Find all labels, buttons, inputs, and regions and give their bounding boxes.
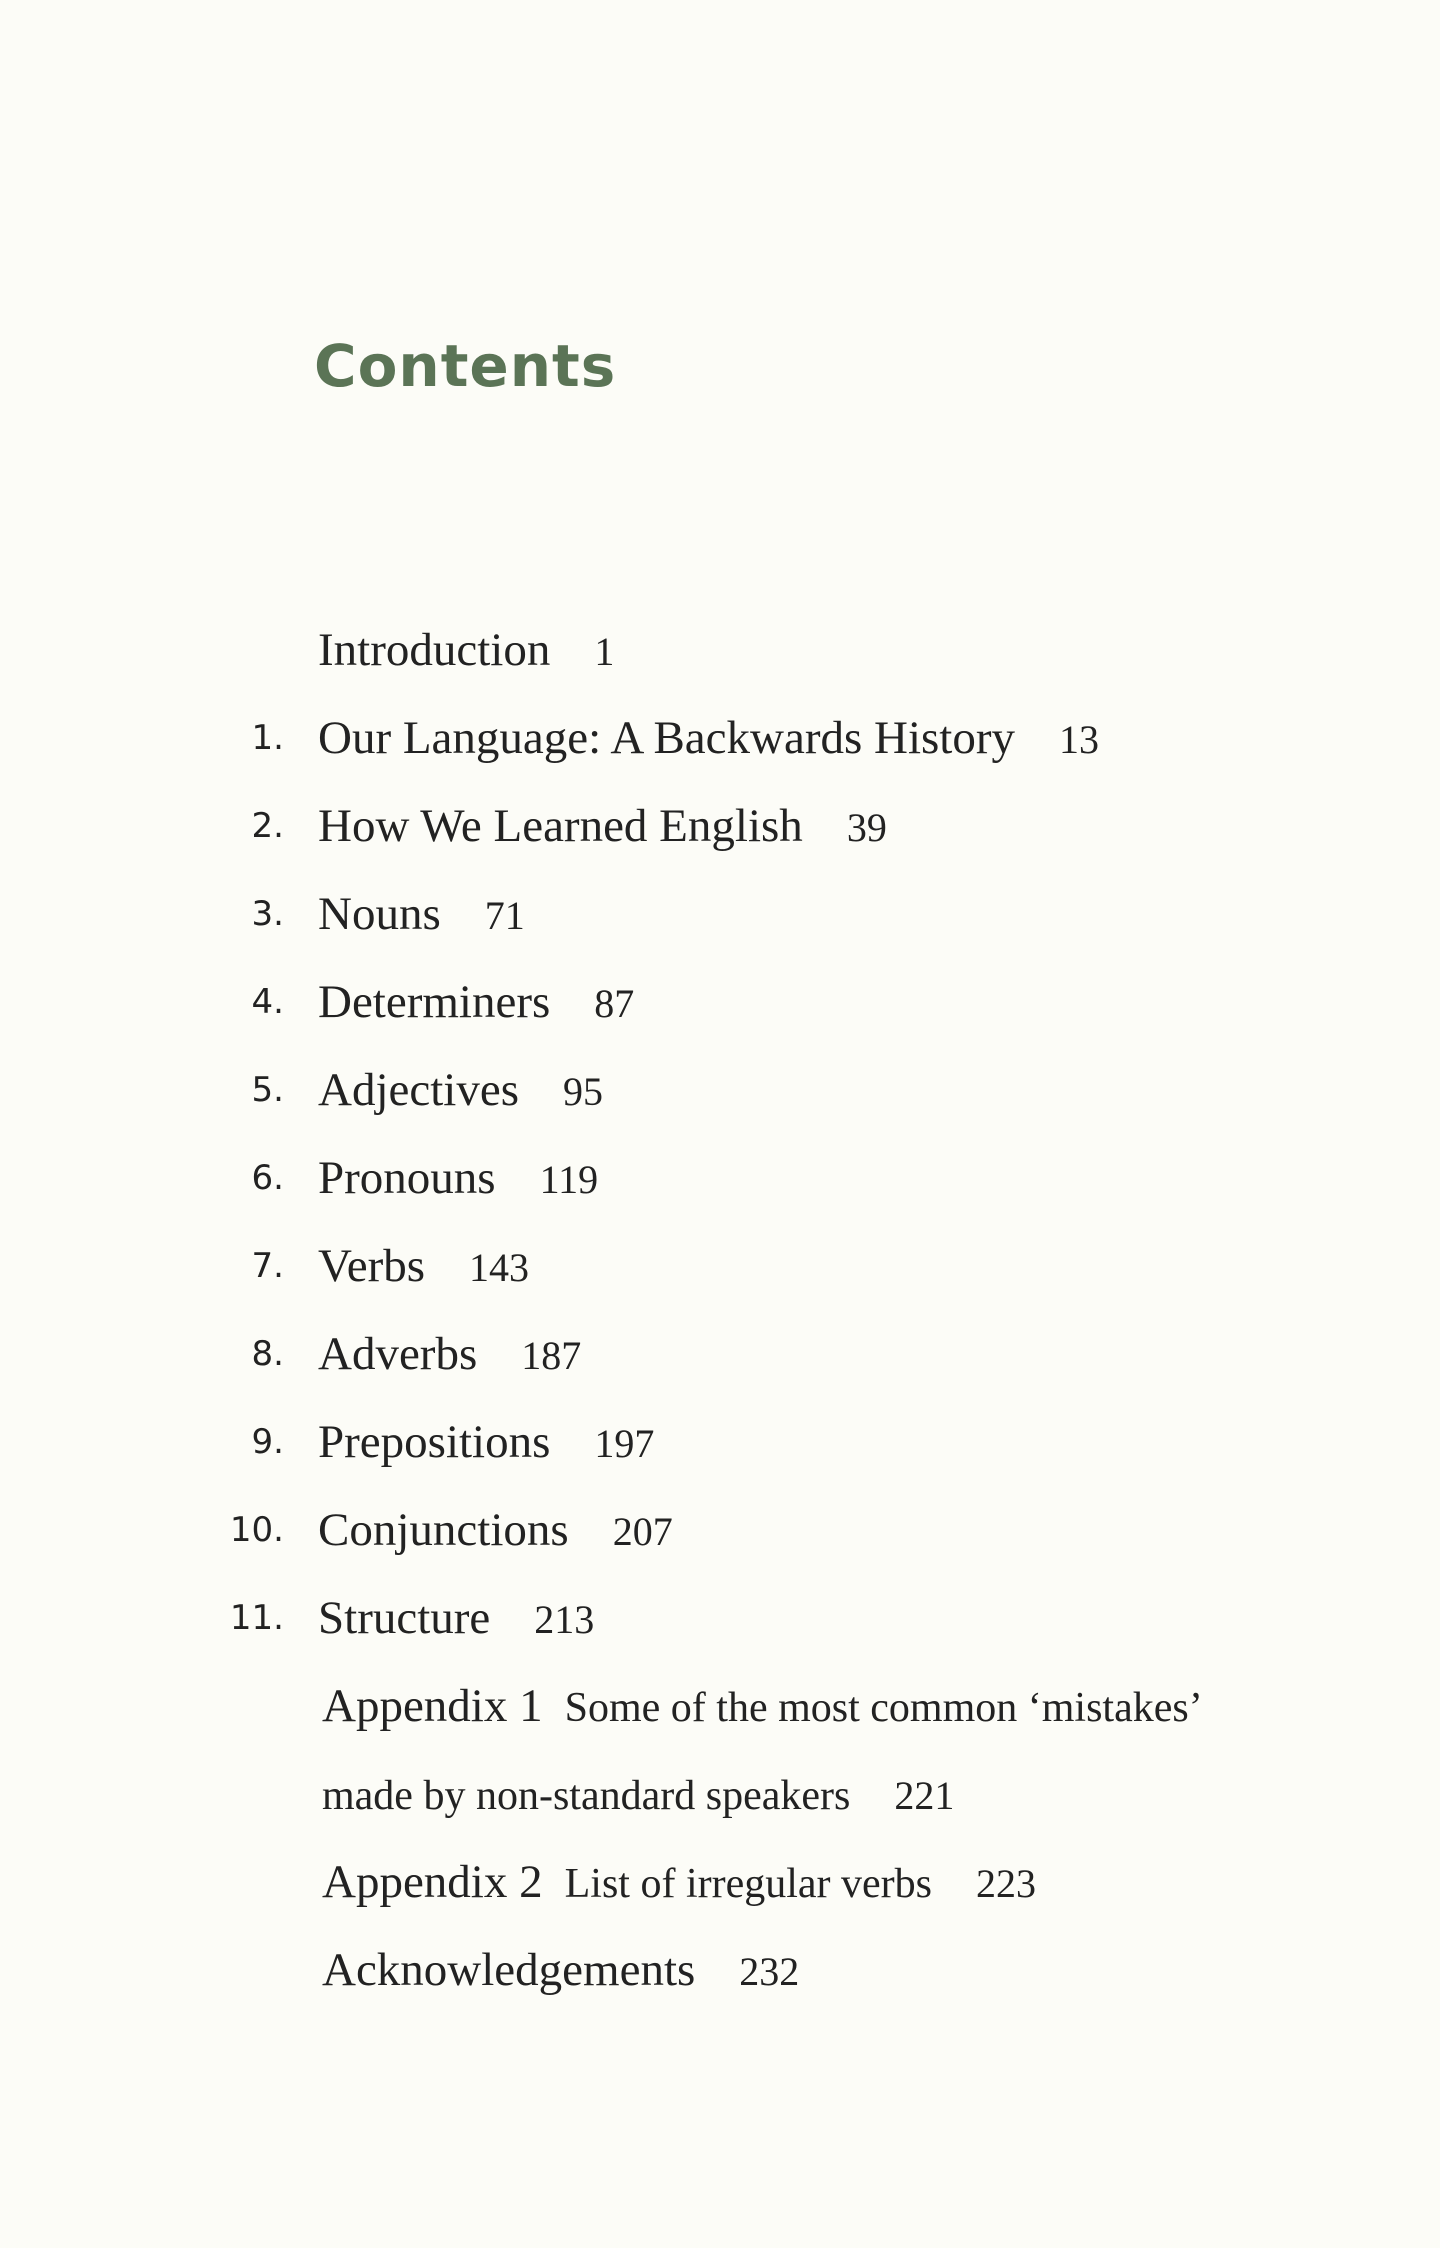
toc-entry[interactable]	[0, 1398, 1440, 1486]
page-number: 187	[521, 1333, 582, 1378]
toc-entry[interactable]	[0, 1574, 1440, 1662]
appendix-label: Appendix 1	[322, 1680, 543, 1732]
page-number: 197	[594, 1421, 655, 1466]
entry-title: Determiners	[318, 976, 551, 1028]
chapter-number: 11.	[229, 1598, 284, 1638]
entry-title: Acknowledgements	[322, 1944, 696, 1996]
entry-text	[318, 870, 525, 960]
page-number: 143	[469, 1245, 530, 1290]
toc-entry[interactable]	[0, 958, 1440, 1046]
entry-title: Pronouns	[318, 1152, 496, 1204]
chapter-number: 4.	[251, 982, 284, 1022]
page-number: 213	[534, 1597, 595, 1642]
page-number: 87	[594, 981, 635, 1026]
entry-title: Nouns	[318, 888, 441, 940]
toc-entry[interactable]	[0, 1486, 1440, 1574]
entry-title: Adverbs	[318, 1328, 478, 1380]
entry-title: Adjectives	[318, 1064, 519, 1116]
page-number: 119	[539, 1157, 599, 1202]
entry-title: Structure	[318, 1592, 491, 1644]
page-number: 1	[594, 629, 615, 674]
page-number: 232	[739, 1949, 800, 1994]
entry-text	[322, 1838, 1036, 1928]
entry-text	[318, 1486, 673, 1576]
entry-text	[322, 1662, 1203, 1752]
toc-entry-appendix-1-cont[interactable]	[0, 1750, 1440, 1838]
toc-entry-appendix-2[interactable]	[0, 1838, 1440, 1926]
entry-text	[318, 1574, 594, 1664]
chapter-number: 9.	[251, 1422, 284, 1462]
entry-text	[318, 958, 634, 1048]
toc-entry[interactable]	[0, 1310, 1440, 1398]
entry-text	[318, 1134, 598, 1224]
entry-title: Some of the most common ‘mistakes’	[564, 1685, 1203, 1731]
entry-title: made by non-standard speakers	[322, 1773, 851, 1819]
toc-entry[interactable]	[0, 1046, 1440, 1134]
toc-entry-appendix-1[interactable]	[0, 1662, 1440, 1750]
chapter-number: 5.	[251, 1070, 284, 1110]
chapter-number: 3.	[251, 894, 284, 934]
chapter-number: 6.	[251, 1158, 284, 1198]
page-number: 39	[846, 805, 887, 850]
toc-entry[interactable]	[0, 606, 1440, 694]
page-number: 95	[563, 1069, 603, 1114]
entry-title: How We Learned English	[318, 800, 803, 852]
toc-entry[interactable]	[0, 694, 1440, 782]
entry-title: Introduction	[318, 624, 551, 676]
entry-text	[318, 1398, 654, 1488]
entry-text	[322, 1926, 799, 2016]
entry-title: Prepositions	[318, 1416, 551, 1468]
toc-entry[interactable]	[0, 1134, 1440, 1222]
entry-title: List of irregular verbs	[564, 1861, 933, 1907]
contents-heading: Contents	[314, 332, 617, 400]
table-of-contents	[0, 606, 1440, 2014]
entry-text	[318, 1222, 529, 1312]
page-number: 221	[894, 1773, 955, 1818]
chapter-number: 10.	[229, 1510, 284, 1550]
toc-entry-acknowledgements[interactable]	[0, 1926, 1440, 2014]
entry-text	[318, 606, 614, 696]
toc-entry[interactable]	[0, 782, 1440, 870]
entry-text	[318, 694, 1099, 784]
chapter-number: 1.	[251, 718, 284, 758]
entry-title: Conjunctions	[318, 1504, 569, 1556]
chapter-number: 2.	[251, 806, 284, 846]
page-number: 207	[612, 1509, 673, 1554]
entry-title: Our Language: A Backwards History	[318, 712, 1016, 764]
page-number: 13	[1059, 717, 1100, 762]
entry-text	[318, 782, 887, 872]
chapter-number: 8.	[251, 1334, 284, 1374]
toc-entry[interactable]	[0, 870, 1440, 958]
appendix-label: Appendix 2	[322, 1856, 543, 1908]
page-number: 71	[484, 893, 525, 938]
entry-title: Verbs	[318, 1240, 426, 1292]
chapter-number: 7.	[251, 1246, 284, 1286]
page-number: 223	[976, 1861, 1037, 1906]
toc-entry[interactable]	[0, 1222, 1440, 1310]
entry-text	[318, 1310, 581, 1400]
entry-text	[322, 1750, 954, 1840]
entry-text	[318, 1046, 603, 1136]
